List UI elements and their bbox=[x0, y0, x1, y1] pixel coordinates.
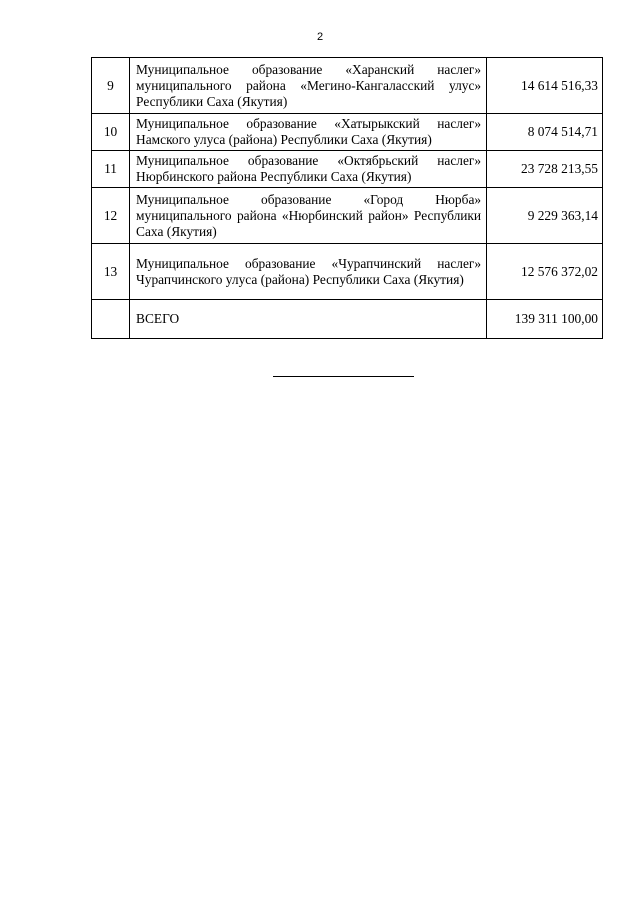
row-number: 9 bbox=[92, 58, 130, 114]
amount: 14 614 516,33 bbox=[487, 58, 603, 114]
row-number-empty bbox=[92, 300, 130, 339]
row-number: 10 bbox=[92, 114, 130, 151]
row-number: 12 bbox=[92, 188, 130, 244]
table-row bbox=[92, 244, 603, 300]
total-amount: 139 311 100,00 bbox=[487, 300, 603, 339]
amount: 9 229 363,14 bbox=[487, 188, 603, 244]
amount: 8 074 514,71 bbox=[487, 114, 603, 151]
municipality-name: Муниципальное образование «Город Нюрба» муниципального района «Нюрбинский район» Республики Саха (Якутия) bbox=[130, 188, 487, 244]
row-number: 13 bbox=[92, 244, 130, 300]
table-row bbox=[92, 58, 603, 114]
table-row bbox=[92, 151, 603, 188]
municipality-name: Муниципальное образование «Хатырыкский наслег» Намского улуса (района) Республики Саха (Якутия) bbox=[130, 114, 487, 151]
total-row bbox=[92, 300, 603, 339]
page-number: 2 bbox=[316, 31, 324, 43]
row-number: 11 bbox=[92, 151, 130, 188]
municipality-name: Муниципальное образование «Чурапчинский наслег» Чурапчинского улуса (района) Республики Саха (Якутия) bbox=[130, 244, 487, 300]
table-row bbox=[92, 114, 603, 151]
municipality-name: Муниципальное образование «Харанский наслег» муниципального района «Мегино-Кангаласский улус» Республики Саха (Якутия) bbox=[130, 58, 487, 114]
municipality-name: Муниципальное образование «Октябрьский наслег» Нюрбинского района Республики Саха (Якутия) bbox=[130, 151, 487, 188]
total-label: ВСЕГО bbox=[130, 300, 487, 339]
end-of-document-rule bbox=[273, 376, 414, 377]
amount: 12 576 372,02 bbox=[487, 244, 603, 300]
allocation-table bbox=[91, 57, 603, 339]
table-row bbox=[92, 188, 603, 244]
amount: 23 728 213,55 bbox=[487, 151, 603, 188]
